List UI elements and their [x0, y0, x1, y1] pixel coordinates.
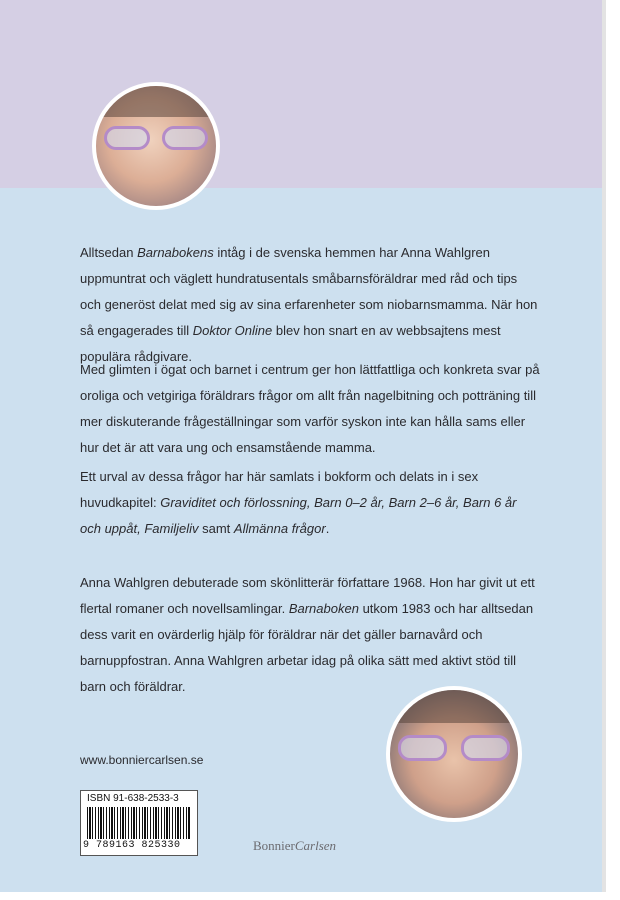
barcode	[80, 790, 198, 856]
paragraph-description: Med glimten i ögat och barnet i centrum ger hon lättfattliga och konkreta svar på oroliga och vetgiriga föräldrars frågor om allt från nagelbitning och potträning till mer diskuterande frågeställningar som varför syskon inte kan hålla sams eller hur det är att vara ung och ensamstående mamma.	[80, 362, 540, 455]
goggles-graphic	[398, 734, 510, 762]
child-photo-top	[92, 82, 220, 210]
publisher-logo: BonnierCarlsen	[253, 838, 337, 853]
isbn-label: ISBN 91-638-2533-3	[87, 793, 179, 804]
paragraph-chapters: Ett urval av dessa frågor har här samlats i bokform och delats in i sex huvudkapitel: Graviditet och förlossning, Barn 0–2 år, Barn 2–6 år, Barn 6 år och uppåt, Familjeliv samt Allmänna frågor.	[80, 469, 517, 536]
barcode-number: 9 789163 825330	[83, 840, 181, 851]
child-photo-bottom	[386, 686, 522, 822]
publisher-url[interactable]: www.bonniercarlsen.se	[80, 753, 204, 767]
top-color-band	[0, 0, 602, 188]
barcode-bars	[87, 807, 191, 839]
paragraph-intro: Alltsedan Barnabokens intåg i de svenska hemmen har Anna Wahlgren uppmuntrat och väglett hundratusentals småbarnsföräldrar med råd och tips och generöst delat med sig av sina erfarenheter som niobarnsmamma. När hon så engagerades till Doktor Online blev hon snart en av webbsajtens mest populära rådgivare.	[80, 245, 538, 364]
goggles-graphic	[104, 124, 208, 152]
paragraph-author-bio: Anna Wahlgren debuterade som skönlitterär författare 1968. Hon har givit ut ett flertal romaner och novellsamlingar. Barnaboken utkom 1983 och har alltsedan dess varit en ovärderlig hjälp för föräldrar när det gäller barnavård och barnuppfostran. Anna Wahlgren arbetar idag på olika sätt med aktivt stöd till barn och föräldrar.	[80, 575, 535, 694]
